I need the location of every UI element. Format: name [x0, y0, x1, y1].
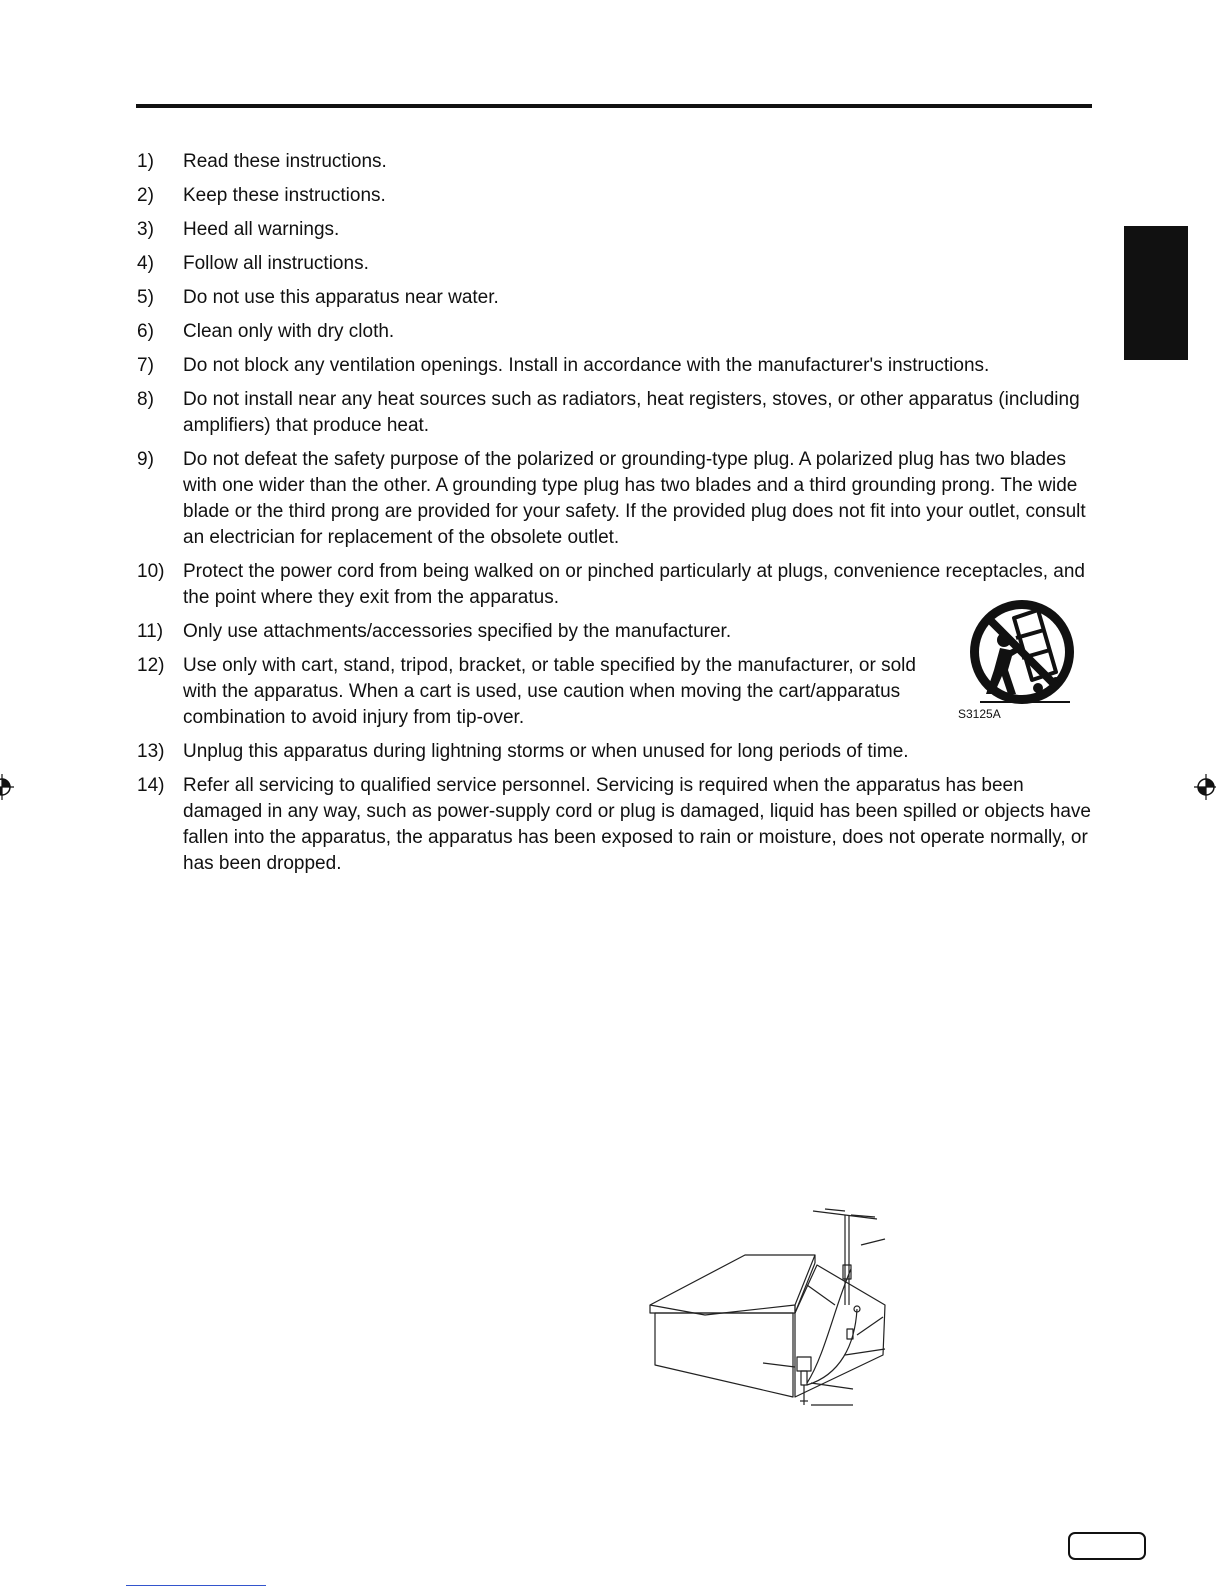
instruction-number: 3): [137, 219, 154, 240]
language-side-tab: [1124, 226, 1188, 360]
instruction-text: Only use attachments/accessories specified by the manufacturer.: [183, 621, 732, 642]
cart-symbol-code: S3125A: [958, 707, 1001, 721]
instruction-item: [137, 559, 1097, 611]
instruction-item: [137, 619, 1097, 645]
instruction-item: [137, 387, 1097, 439]
instruction-number: 12): [137, 655, 165, 676]
instruction-number: 13): [137, 741, 165, 762]
instruction-item: [137, 183, 1097, 209]
cart-tipover-warning-icon: [956, 590, 1080, 720]
page-number-box: [1068, 1532, 1146, 1560]
instruction-text: Clean only with dry cloth.: [183, 321, 395, 342]
instruction-item: [137, 739, 1097, 765]
instruction-text: Do not block any ventilation openings. Install in accordance with the manufacturer's instructions.: [183, 355, 990, 376]
registration-mark-right-icon: [1192, 772, 1216, 802]
instruction-text: Read these instructions.: [183, 151, 387, 172]
instruction-item: [137, 285, 1097, 311]
instruction-item: [137, 773, 1097, 877]
instruction-number: 9): [137, 449, 154, 470]
instruction-text: Do not use this apparatus near water.: [183, 287, 499, 308]
instruction-number: 5): [137, 287, 154, 308]
instruction-number: 2): [137, 185, 154, 206]
antenna-grounding-diagram-icon: [645, 1205, 895, 1415]
safety-instructions-list: [137, 149, 1097, 885]
instruction-item: [137, 319, 1097, 345]
instruction-item: [137, 653, 1097, 731]
instruction-item: [137, 353, 1097, 379]
instruction-text: Keep these instructions.: [183, 185, 386, 206]
instruction-item: [137, 149, 1097, 175]
instruction-text: Follow all instructions.: [183, 253, 369, 274]
instruction-text: Do not defeat the safety purpose of the polarized or grounding-type plug. A polarized plug has two blades with one wider than the other. A grounding type plug has two blades and a third grounding prong. The wide blade or the third prong are provided for your safety. If the provided plug does not fit into your outlet, consult an electrician for replacement of the obsolete outlet.: [183, 449, 1086, 548]
instruction-number: 10): [137, 561, 165, 582]
instruction-item: [137, 217, 1097, 243]
registration-mark-left-icon: [0, 772, 16, 802]
instruction-number: 4): [137, 253, 154, 274]
instruction-number: 14): [137, 775, 165, 796]
top-rule: [136, 104, 1092, 108]
instruction-number: 6): [137, 321, 154, 342]
instruction-item: [137, 251, 1097, 277]
instruction-text: Refer all servicing to qualified service personnel. Servicing is required when the apparatus has been damaged in any way, such as power-supply cord or plug is damaged, liquid has been spilled or objects have fallen into the apparatus, the apparatus has been exposed to rain or moisture, does not operate normally, or has been dropped.: [183, 775, 1091, 874]
instruction-text: Unplug this apparatus during lightning storms or when unused for long periods of time.: [183, 741, 909, 762]
instruction-number: 1): [137, 151, 154, 172]
instruction-text: Do not install near any heat sources such as radiators, heat registers, stoves, or other apparatus (including amplifiers) that produce heat.: [183, 389, 1080, 436]
instruction-number: 7): [137, 355, 154, 376]
instruction-text: Protect the power cord from being walked on or pinched particularly at plugs, convenience receptacles, and the point where they exit from the apparatus.: [183, 561, 1085, 608]
instruction-number: 11): [137, 621, 164, 642]
instruction-number: 8): [137, 389, 154, 410]
instruction-text: Use only with cart, stand, tripod, bracket, or table specified by the manufacturer, or sold with the apparatus. When a cart is used, use caution when moving the cart/apparatus combination to avoid injury from tip-over.: [183, 655, 916, 728]
instruction-text: Heed all warnings.: [183, 219, 340, 240]
instruction-item: [137, 447, 1097, 551]
